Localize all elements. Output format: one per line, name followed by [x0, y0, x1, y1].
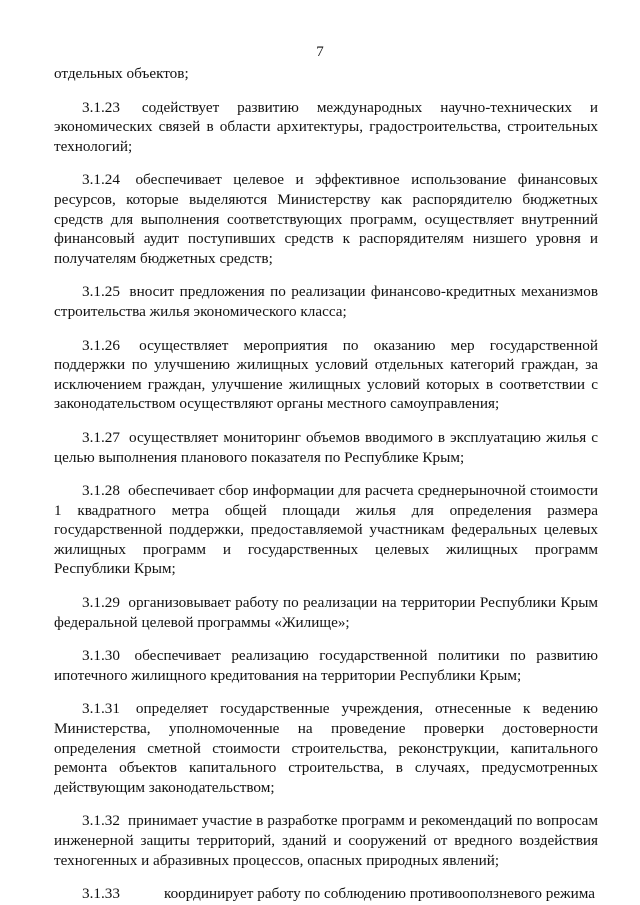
continuation-text: отдельных объектов; [54, 65, 189, 82]
document-body [54, 64, 598, 904]
clause-text: принимает участие в разработке программ и рекомендаций по вопросам инженерной защиты территорий, зданий и сооружений от вредного воздействия техногенных и абразивных процессов, опасных природных явлений; [54, 812, 599, 869]
clause-text: обеспечивает сбор информации для расчета среднерыночной стоимости 1 квадратного метра общей площади жилья для определения размера государственной поддержки, предоставляемой участникам федеральных целевых жилищных программ и государственных целевых жилищных программ Республики Крым; [54, 482, 598, 578]
clause-text: обеспечивает реализацию государственной политики по развитию ипотечного жилищного кредитования на территории Республики Крым; [54, 647, 598, 684]
clause-3-1-29 [54, 593, 598, 632]
clause-number: 3.1.23 [82, 98, 120, 116]
clause-3-1-25 [54, 282, 598, 321]
clause-text: содействует развитию международных научно-технических и экономических связей в области архитектуры, градостроительства, строительных технологий; [54, 98, 598, 155]
clause-text: координирует работу по соблюдению противооползневого режима [163, 885, 595, 903]
clause-text: вносит предложения по реализации финансово-кредитных механизмов строительства жилья экономического класса; [54, 283, 598, 320]
clause-3-1-26 [54, 336, 598, 414]
clause-3-1-32 [54, 811, 598, 870]
clause-number: 3.1.28 [82, 482, 120, 500]
clause-text: осуществляет мероприятия по оказанию мер государственной поддержки по улучшению жилищных условий отдельных категорий граждан, за исключением граждан, улучшение жилищных условий которых в соответствии с законодательством осуществляют органы местного самоуправления; [54, 336, 599, 413]
clause-number: 3.1.26 [82, 336, 120, 354]
clause-text: определяет государственные учреждения, отнесенные к ведению Министерства, уполномоченные на проведение проверки достоверности определения сметной стоимости строительства, реконструкции, капитального ремонта объектов капитального строительства, в случаях, предусмотренных действующим законодательством; [54, 700, 598, 796]
clause-3-1-23 [54, 98, 598, 157]
clause-text: осуществляет мониторинг объемов вводимого в эксплуатацию жилья с целью выполнения планового показателя по Республике Крым; [54, 428, 598, 466]
clause-number: 3.1.29 [82, 594, 120, 612]
clause-text: организовывает работу по реализации на территории Республики Крым федеральной целевой программы «Жилище»; [54, 594, 599, 631]
clause-number: 3.1.31 [82, 700, 120, 718]
clause-3-1-33 [54, 884, 598, 904]
clause-number: 3.1.33 [82, 885, 120, 903]
clause-3-1-28 [54, 481, 598, 579]
clause-3-1-31 [54, 699, 598, 797]
clause-3-1-27 [54, 428, 598, 467]
clause-3-1-30 [54, 646, 598, 685]
clause-number: 3.1.24 [82, 171, 120, 189]
clause-number: 3.1.30 [82, 647, 120, 665]
clause-3-1-24 [54, 170, 598, 268]
clause-number: 3.1.27 [82, 428, 120, 446]
clause-number: 3.1.32 [82, 812, 120, 830]
page-number: 7 [316, 44, 324, 60]
clause-number: 3.1.25 [82, 283, 120, 301]
clause-text: обеспечивает целевое и эффективное использование финансовых ресурсов, которые выделяются Министерству как распорядителю бюджетных средств для выполнения соответствующих программ, осуществляет внутренний финансовый аудит поступивших средств к распорядителям низшего уровня и получателям бюджетных средств; [54, 171, 598, 267]
